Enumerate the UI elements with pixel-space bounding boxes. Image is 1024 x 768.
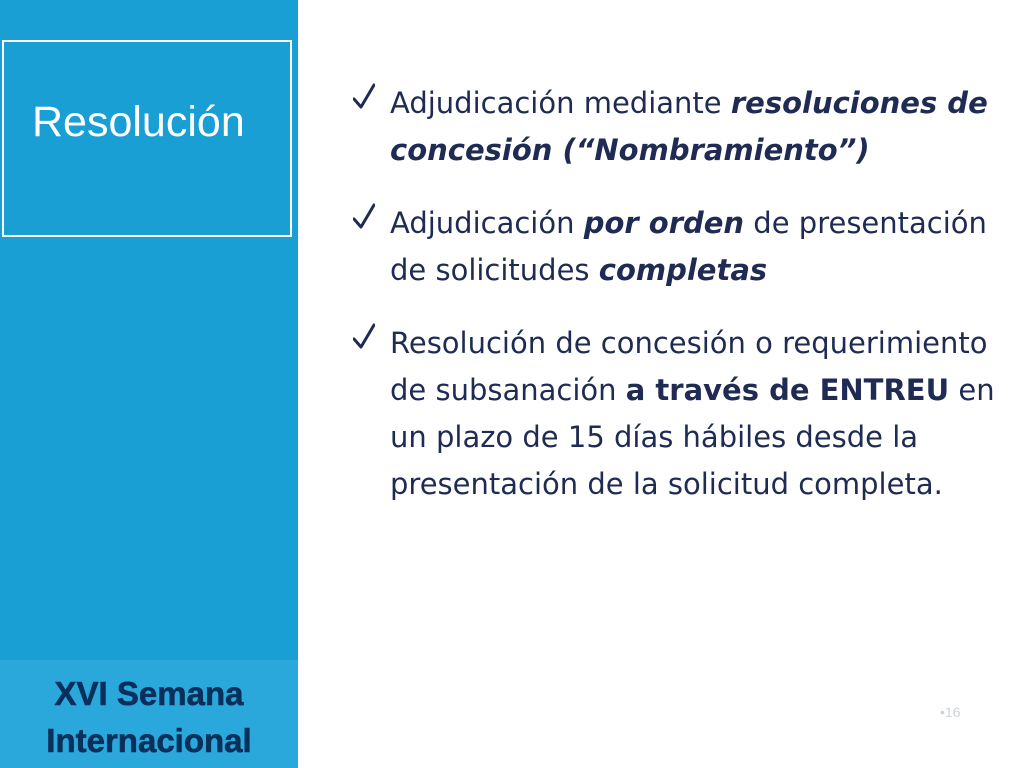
footer-line-2: Internacional bbox=[46, 722, 252, 759]
bullet-item bbox=[345, 80, 1015, 174]
checkmark-icon bbox=[353, 322, 375, 352]
bullet-item bbox=[345, 320, 1015, 508]
bullet-text bbox=[390, 206, 987, 287]
bullet-segment-bold: a través de ENTREU bbox=[625, 373, 950, 407]
bullet-segment: de presentación de solicitudes bbox=[390, 206, 987, 287]
bullet-segment: en un plazo de 15 días hábiles desde la presentación de la solicitud completa. bbox=[390, 373, 995, 501]
footer-line-1: XVI Semana bbox=[54, 675, 244, 712]
slide-title: Resolución bbox=[32, 98, 245, 146]
bullet-segment: Adjudicación bbox=[390, 206, 584, 240]
bullet-item bbox=[345, 200, 1015, 294]
bullet-segment-emphasis: resoluciones de concesión (“Nombramiento”) bbox=[390, 86, 988, 167]
bullet-text bbox=[390, 86, 988, 167]
checkmark-icon bbox=[353, 82, 375, 112]
bullet-segment: Adjudicación mediante bbox=[390, 86, 731, 120]
page-number: •16 bbox=[940, 704, 961, 720]
bullet-segment: Resolución de concesión o requerimiento de subsanación bbox=[390, 326, 988, 407]
bullet-text bbox=[390, 326, 995, 501]
bullet-segment-emphasis: completas bbox=[598, 253, 768, 287]
checkmark-icon bbox=[353, 202, 375, 232]
bullet-segment-emphasis: por orden bbox=[583, 206, 745, 240]
bullet-list bbox=[345, 80, 1015, 534]
